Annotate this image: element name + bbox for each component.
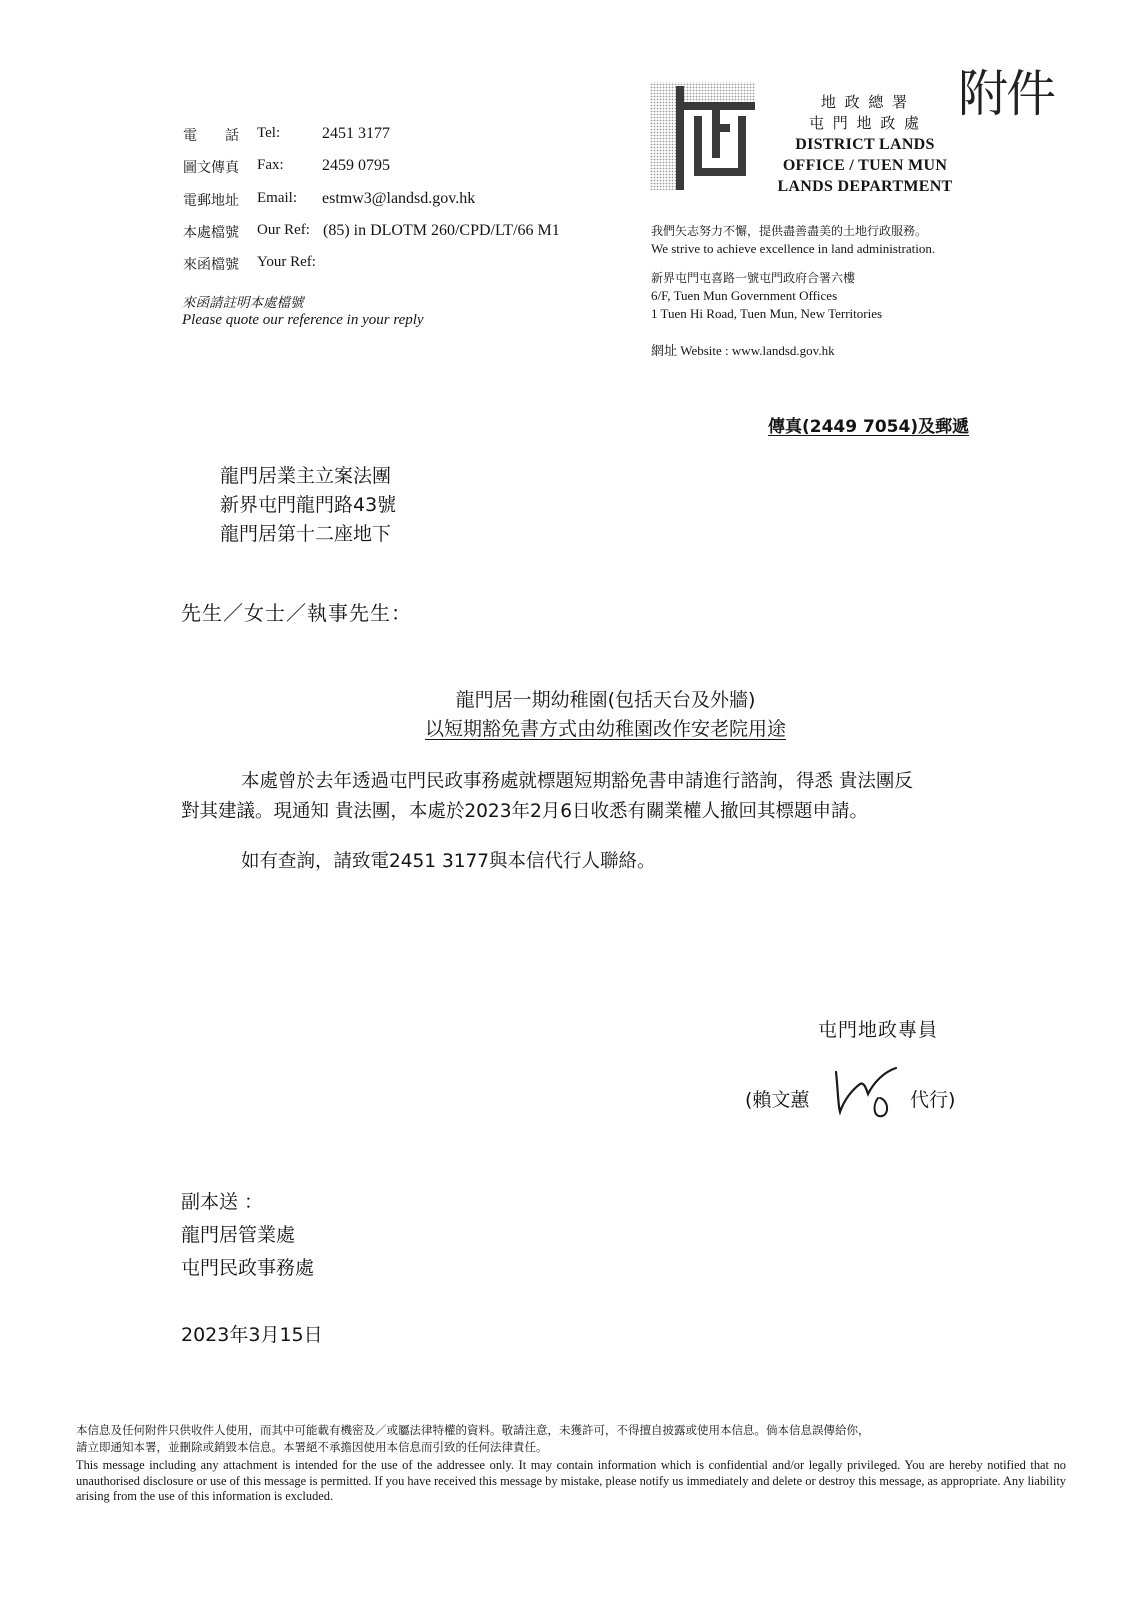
salutation: 先生／女士／執事先生： — [181, 601, 412, 625]
cc-label: 副本送 ： — [181, 1191, 264, 1213]
body-paragraph-2: 如有查詢，請致電2451 3177與本信代行人聯絡。 — [241, 851, 656, 872]
email-label-zh: 電郵地址 — [183, 193, 239, 209]
delivery-method: 傳真(2449 7054)及郵遞 — [768, 417, 970, 437]
signature-name: (賴文蕙 — [745, 1089, 810, 1111]
fax-label-en: Fax: — [257, 157, 284, 173]
recipient-line-2: 新界屯門龍門路43號 — [220, 494, 397, 516]
office-name-en-3: LANDS DEPARTMENT — [777, 178, 953, 195]
our-ref-value: (85) in DLOTM 260/CPD/LT/66 M1 — [323, 222, 560, 239]
office-motto-zh: 我們矢志努力不懈，提供盡善盡美的土地行政服務。 — [651, 224, 928, 238]
office-address-en-2: 1 Tuen Hi Road, Tuen Mun, New Territories — [651, 306, 883, 321]
body-paragraph-1-line-1: 本處曾於去年透過屯門民政事務處就標題短期豁免書申請進行諮詢，得悉 貴法團反 — [241, 771, 913, 792]
subject-line-1: 龍門居一期幼稚園(包括天台及外牆) — [455, 689, 756, 711]
office-name-en-2: OFFICE / TUEN MUN — [782, 157, 948, 174]
signature-title: 屯門地政專員 — [818, 1019, 939, 1041]
cc-item-2: 屯門民政事務處 — [181, 1257, 315, 1279]
letter-date: 2023年3月15日 — [181, 1324, 323, 1346]
lands-department-logo — [650, 80, 755, 192]
office-name — [770, 92, 960, 197]
office-address-en-1: 6/F, Tuen Mun Government Offices — [651, 288, 838, 303]
your-ref-label-en: Your Ref: — [257, 254, 316, 270]
fax-label-zh: 圖文傳真 — [183, 160, 239, 176]
email-value: estmw3@landsd.gov.hk — [322, 190, 476, 207]
tel-label-en: Tel: — [257, 125, 281, 141]
email-label-en: Email: — [257, 190, 297, 206]
our-ref-label-en: Our Ref: — [257, 222, 310, 238]
office-name-zh-1: 地 政 總 署 — [820, 93, 910, 111]
disclaimer-zh-line-1: 本信息及任何附件只供收件人使用，而其中可能載有機密及／或屬法律特權的資料。敬請注意，未獲許可，不得擅自披露或使用本信息。倘本信息誤傳給你， — [76, 1423, 870, 1437]
cc-item-1: 龍門居管業處 — [181, 1224, 296, 1246]
tel-value: 2451 3177 — [322, 125, 390, 142]
office-address-zh: 新界屯門屯喜路一號屯門政府合署六樓 — [651, 271, 856, 285]
office-name-en-1: DISTRICT LANDS — [795, 136, 935, 153]
your-ref-label-zh: 來函檔號 — [183, 257, 239, 273]
disclaimer-zh-line-2: 請立即通知本署，並刪除或銷毀本信息。本署絕不承擔因使用本信息而引致的任何法律責任。 — [76, 1440, 548, 1454]
signature-acting: 代行) — [910, 1089, 956, 1111]
fax-value: 2459 0795 — [322, 157, 390, 174]
our-ref-label-zh: 本處檔號 — [183, 225, 239, 241]
attachment-mark: 附件 — [958, 65, 1054, 123]
office-motto-en: We strive to achieve excellence in land administration. — [651, 241, 936, 256]
subject-line-2: 以短期豁免書方式由幼稚園改作安老院用途 — [424, 718, 786, 740]
quote-note-zh: 來函請註明本處檔號 — [182, 295, 304, 311]
tel-label-zh: 電 話 — [183, 128, 239, 144]
recipient-line-3: 龍門居第十二座地下 — [220, 523, 392, 545]
quote-note-en: Please quote our reference in your reply — [182, 312, 424, 328]
recipient-line-1: 龍門居業主立案法團 — [220, 465, 392, 487]
office-name-zh-2: 屯 門 地 政 處 — [808, 114, 922, 132]
disclaimer-en: This message including any attachment is intended for the use of the addressee only. It may contain information which is confidential and/or legally privileged. You are hereby notified that no unauthorised disclosure or use of this message is permitted. If you have received this message by mistake, please notify us immediately and delete or destroy this message, as appropriate. Any liability arising from the use of this information is excluded. — [76, 1458, 1066, 1503]
handwritten-signature — [830, 1060, 910, 1120]
office-website: 網址 Website : www.landsd.gov.hk — [651, 343, 835, 358]
body-paragraph-1-line-2: 對其建議。現通知 貴法團，本處於2023年2月6日收悉有關業權人撤回其標題申請。 — [181, 801, 869, 822]
